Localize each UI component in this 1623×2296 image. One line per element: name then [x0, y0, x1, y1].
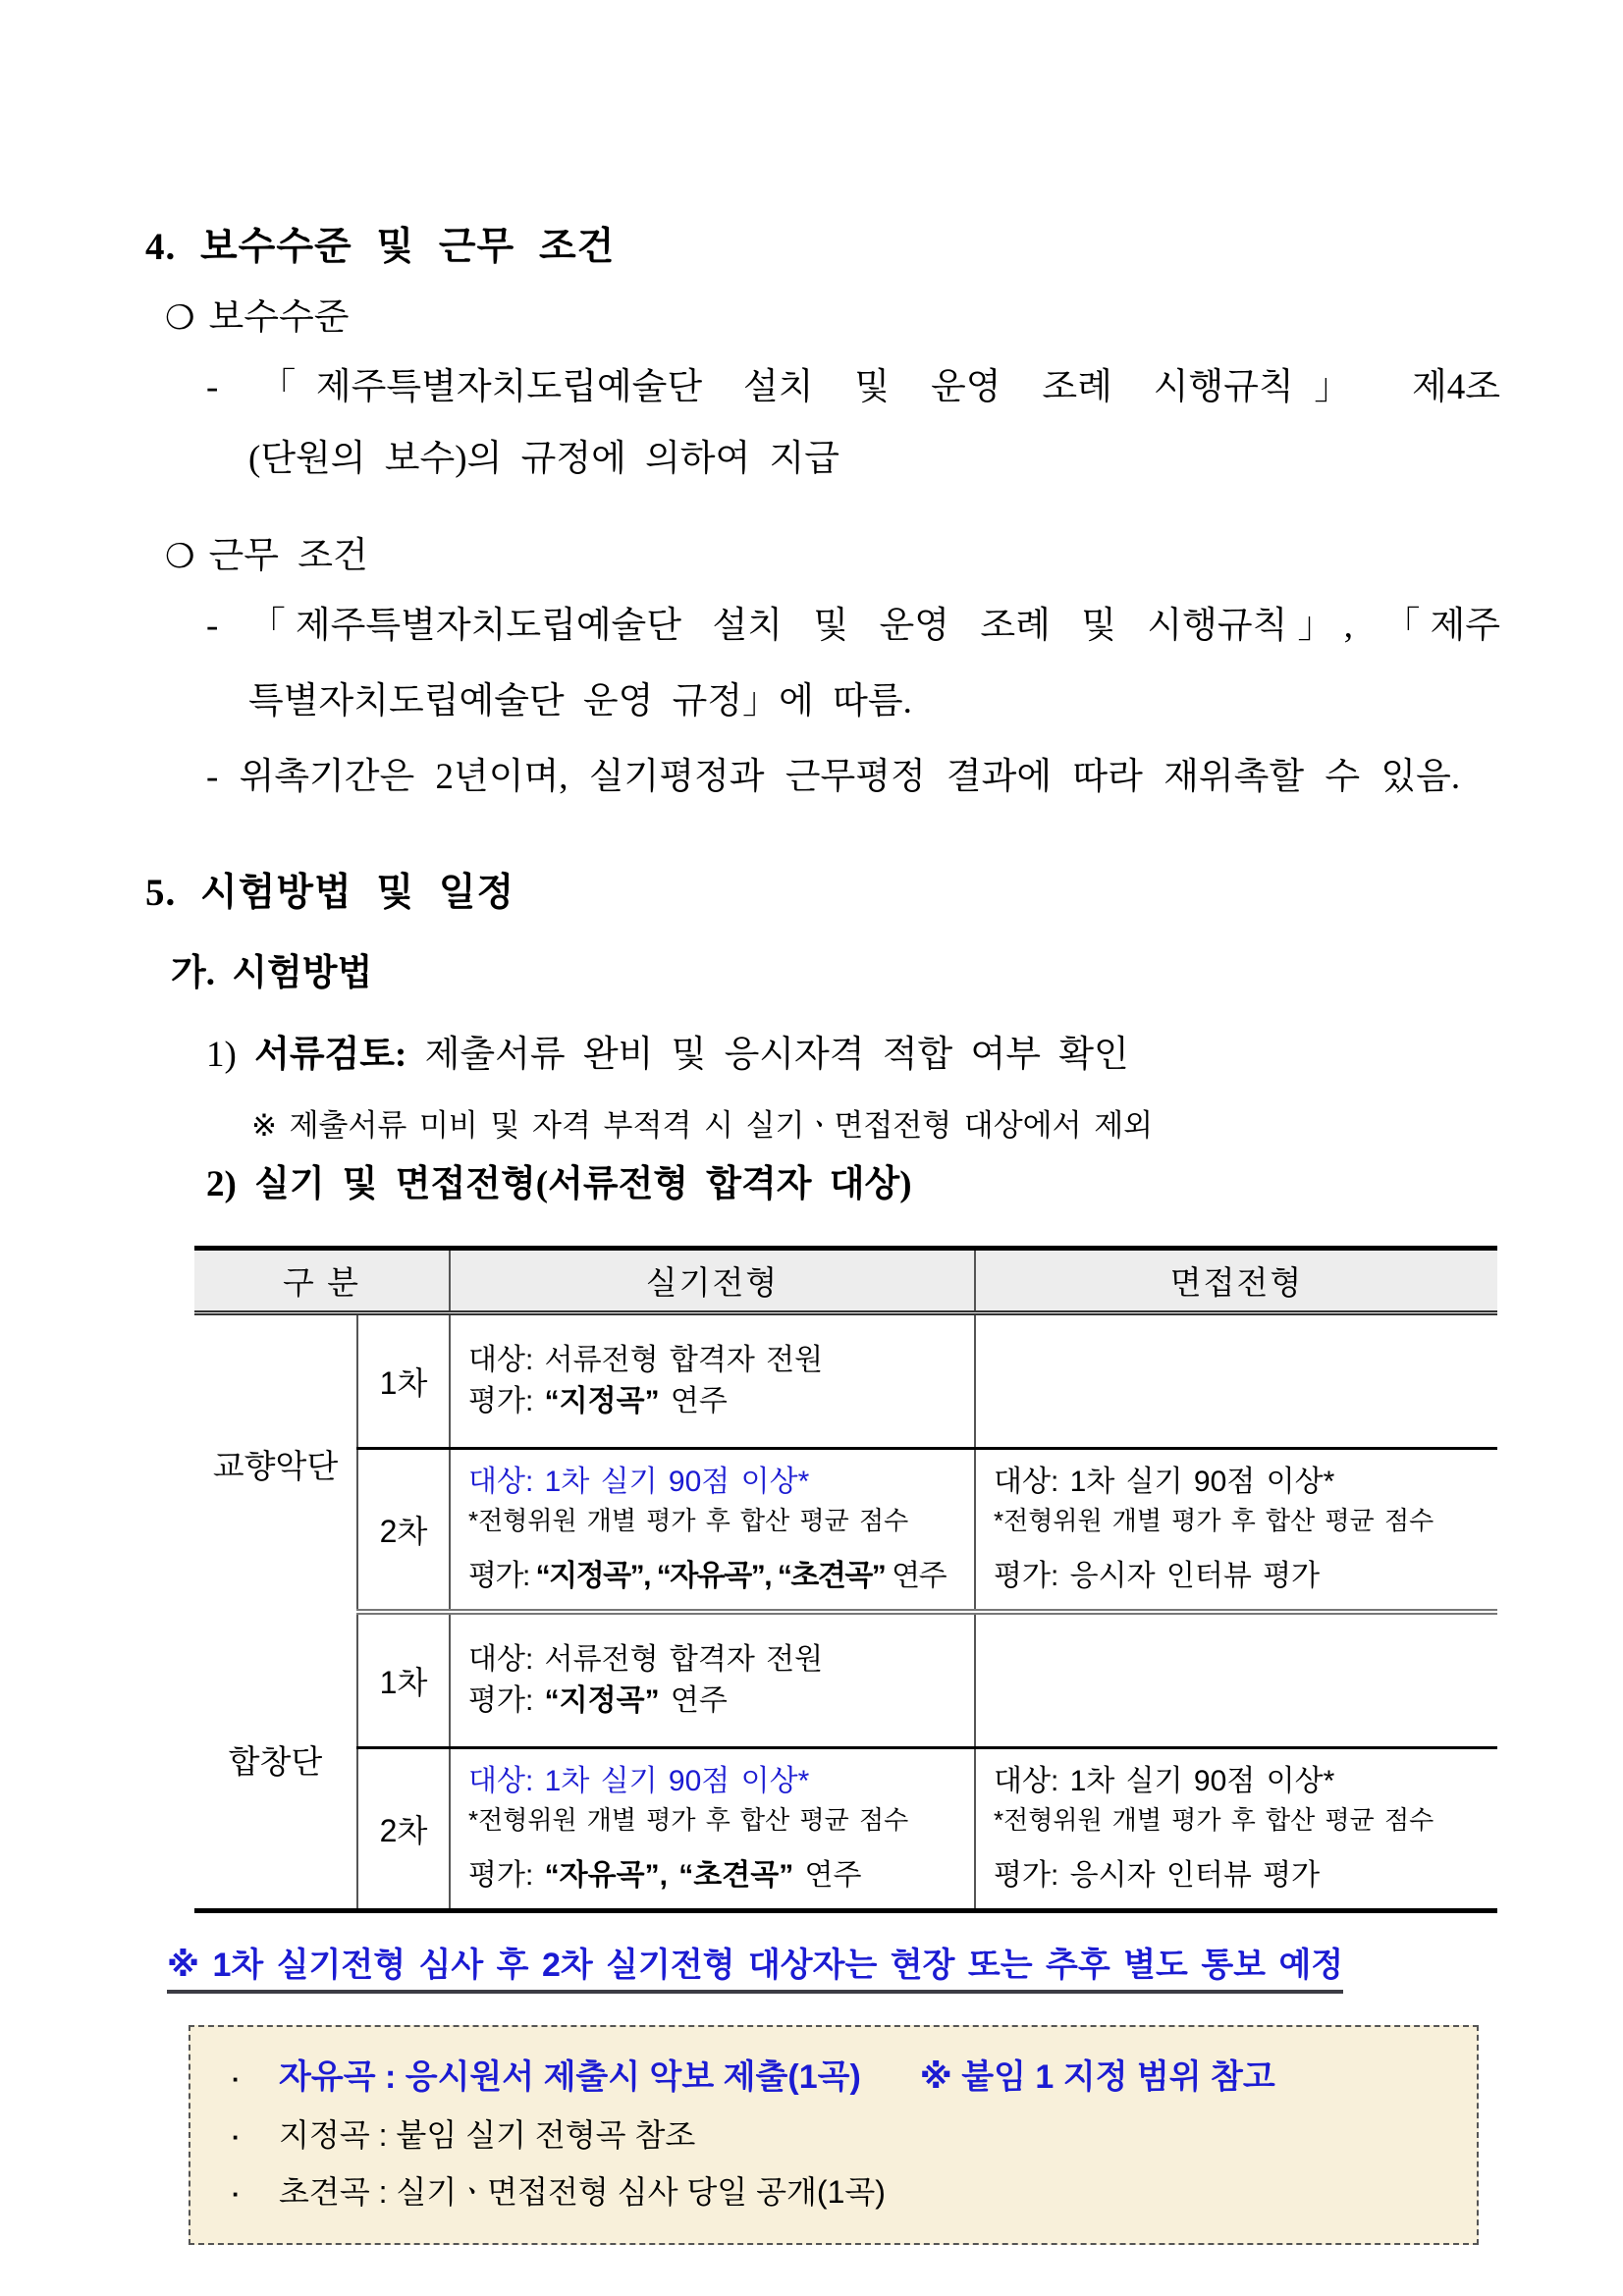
header-interview: 면접전형 — [975, 1249, 1497, 1313]
eval-prefix: 평가: — [468, 1683, 545, 1717]
eval-suffix: 연주 — [793, 1858, 862, 1892]
eval-line: 평가: 응시자 인터뷰 평가 — [994, 1560, 1321, 1592]
song-note-box — [189, 2025, 1479, 2245]
target-line: 대상: 1차 실기 90점 이상* — [994, 1764, 1335, 1797]
eval-bold: “지정곡”, “자유곡”, “초견곡” — [535, 1560, 886, 1592]
eval-prefix: 평가: — [468, 1858, 545, 1892]
work-line3: - 위촉기간은 2년이며, 실기평정과 근무평정 결과에 따라 재위촉할 수 있음. — [206, 757, 1461, 797]
choir-round1-row — [194, 1612, 1497, 1747]
note-box-line2 — [226, 2116, 1441, 2153]
orchestra-round1-practical-cell — [450, 1313, 975, 1449]
table-header-row — [194, 1249, 1497, 1313]
choir-round2-row — [194, 1747, 1497, 1910]
eval-suffix: 연주 — [885, 1560, 947, 1592]
section5-item2: 2) 실기 및 면접전형(서류전형 합격자 대상) — [206, 1164, 912, 1204]
note-line: *전형위원 개별 평가 후 합산 평균 점수 — [994, 1804, 1434, 1835]
choir-label: 합창단 — [228, 1743, 323, 1781]
choir-round1-practical-cell — [450, 1612, 975, 1747]
pay-heading: 보수수준 — [208, 297, 350, 338]
note-line: *전형위원 개별 평가 후 합산 평균 점수 — [468, 1804, 909, 1835]
document-body — [145, 228, 1505, 2245]
eval-bold: “자유곡”, “초견곡” — [544, 1858, 794, 1892]
pay-line2: (단원의 보수)의 규정에 의하여 지급 — [248, 439, 840, 479]
circle-bullet-icon: ❍ — [165, 539, 195, 575]
eval-line: 평가: 응시자 인터뷰 평가 — [994, 1858, 1321, 1892]
free-song-note: 자유곡 : 응시원서 제출시 악보 제출(1곡) — [279, 2057, 861, 2096]
circle-bullet-icon: ❍ — [165, 300, 195, 337]
choir-round1-interview-cell — [975, 1612, 1497, 1747]
target-line: 대상: 서류전형 합격자 전원 — [468, 1344, 824, 1376]
dot-bullet-icon: · — [232, 2178, 241, 2209]
target-line: 대상: 1차 실기 90점 이상* — [468, 1764, 810, 1797]
work-heading-line — [165, 538, 1505, 574]
section5-title: 5. 시험방법 및 일정 — [145, 872, 515, 914]
target-line: 대상: 서류전형 합격자 전원 — [468, 1642, 824, 1676]
orchestra-round1-row — [194, 1313, 1497, 1449]
work-line1: - 「제주특별자치도립예술단 설치 및 운영 조례 및 시행규칙」, 「제주 — [206, 606, 1500, 646]
selection-table — [194, 1246, 1497, 1913]
target-line: 대상: 1차 실기 90점 이상* — [994, 1466, 1335, 1498]
eval-line — [468, 1855, 956, 1896]
item1-bold: 서류검토: — [254, 1035, 407, 1075]
orchestra-round2-interview-cell — [975, 1449, 1497, 1613]
dot-bullet-icon: · — [232, 2121, 241, 2152]
pay-heading-line — [165, 299, 1505, 336]
orchestra-round1: 1차 — [357, 1313, 450, 1449]
note-line: *전형위원 개별 평가 후 합산 평균 점수 — [994, 1506, 1434, 1535]
dot-bullet-icon: · — [232, 2063, 241, 2094]
choir-round1: 1차 — [357, 1612, 450, 1747]
item1-rest: 제출서류 완비 및 응시자격 적합 여부 확인 — [406, 1035, 1129, 1075]
section5-item1 — [206, 1037, 1505, 1073]
section5-sub-a: 가. 시험방법 — [171, 953, 373, 993]
target-line: 대상: 1차 실기 90점 이상* — [468, 1466, 810, 1498]
choir-round2-practical-cell — [450, 1747, 975, 1910]
pay-line1: - 「제주특별자치도립예술단 설치 및 운영 조례 시행규칙」 제4조 — [206, 367, 1500, 407]
eval-line — [468, 1681, 956, 1722]
orchestra-round2: 2차 — [357, 1449, 450, 1613]
section5-item1-note: ※ 제출서류 미비 및 자격 부적격 시 실기ㆍ면접전형 대상에서 제외 — [251, 1108, 1154, 1143]
section4-title: 4. 보수수준 및 근무 조건 — [145, 226, 616, 268]
designated-song-note: 지정곡 : 붙임 실기 전형곡 참조 — [279, 2116, 696, 2153]
orchestra-round2-practical-cell — [450, 1449, 975, 1613]
eval-suffix: 연주 — [659, 1385, 728, 1417]
eval-bold: “지정곡” — [544, 1683, 660, 1717]
work-line2: 특별자치도립예술단 운영 규정」에 따름. — [248, 681, 912, 721]
attachment-ref-note: ※ 붙임 1 지정 범위 참고 — [919, 2057, 1275, 2096]
choir-round2-interview-cell — [975, 1747, 1497, 1910]
choir-round2: 2차 — [357, 1747, 450, 1910]
header-category: 구 분 — [194, 1249, 450, 1313]
orchestra-round2-row — [194, 1449, 1497, 1613]
eval-line — [468, 1381, 956, 1422]
round2-notification-notice: ※ 1차 실기전형 심사 후 2차 실기전형 대상자는 현장 또는 추후 별도 통보 예정 — [167, 1949, 1343, 1994]
orchestra-round1-interview-cell — [975, 1313, 1497, 1449]
note-line: *전형위원 개별 평가 후 합산 평균 점수 — [468, 1506, 909, 1535]
eval-suffix: 연주 — [659, 1683, 728, 1717]
work-heading: 근무 조건 — [208, 536, 368, 576]
eval-line — [468, 1556, 956, 1597]
header-practical: 실기전형 — [450, 1249, 975, 1313]
sight-reading-song-note: 초견곡 : 실기ㆍ면접전형 심사 당일 공개(1곡) — [279, 2173, 886, 2210]
eval-bold: “지정곡” — [544, 1385, 660, 1417]
orchestra-label: 교향악단 — [212, 1447, 339, 1484]
note-box-line3 — [226, 2173, 1441, 2210]
note-box-line1 — [226, 2057, 1441, 2096]
eval-prefix: 평가: — [468, 1560, 536, 1592]
item1-prefix: 1) — [206, 1035, 255, 1075]
eval-prefix: 평가: — [468, 1385, 545, 1417]
